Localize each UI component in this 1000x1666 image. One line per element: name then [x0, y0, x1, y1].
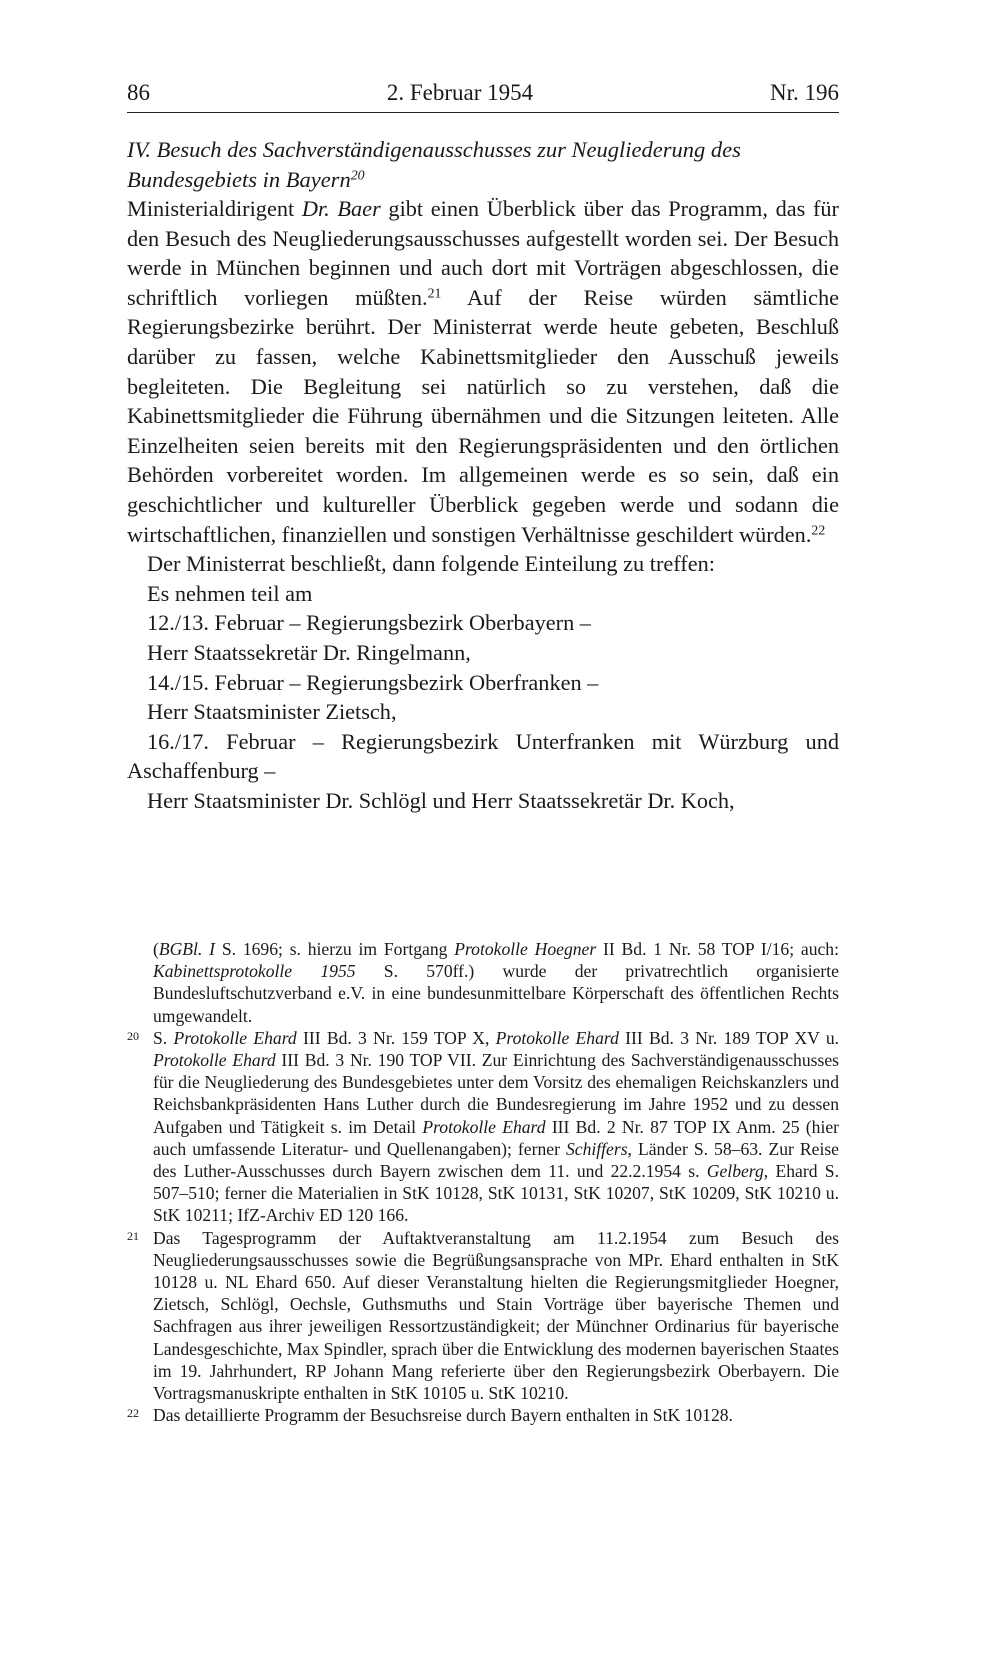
paragraph-report: Ministerialdirigent Dr. Baer gibt einen Überblick über das Programm, das für den Besuch des Neugliederungsausschusses aufgestellt worden sei. Der Besuch werde in München beginnen und auch dort mit Vorträgen abgeschlossen, die schriftlich vorliegen müßten.$^{21}$ Auf der Reise würden sämtliche Regierungsbezirke berührt. Der Ministerrat werde heute gebeten, Beschluß darüber zu fassen, welche Kabinettsmitglieder den Ausschuß jeweils begleiteten. Die Begleitung sei natürlich so zu verstehen, daß die Kabinettsmitglieder die Führung übernähmen und die Sitzungen leiteten. Alle Einzelheiten seien bereits mit den Regierungspräsidenten und den örtlichen Behörden vorbereitet worden. Im allgemeinen werde es so sein, daß ein geschichtlicher und kultureller Überblick gegeben werde und sodann die wirtschaftlichen, finanziellen und sonstigen Verhältnisse geschildert würden.$^{22}$ [127, 196, 839, 547]
footnote-ref-20[interactable]: 20 [350, 167, 365, 183]
footnote-22: 22 Das detaillierte Programm der Besuchsreise durch Bayern enthalten in StK 10128. [127, 1404, 839, 1426]
schedule-attendee: Herr Staatsminister Dr. Schlögl und Herr Staatssekretär Dr. Koch, [147, 787, 735, 813]
decision-line: Der Ministerrat beschließt, dann folgende Einteilung zu treffen: [147, 551, 715, 577]
schedule-date-region: 12./13. Februar – Regierungsbezirk Oberbayern – [147, 610, 591, 636]
header-date: 2. Februar 1954 [386, 80, 534, 105]
footnote-number: 20 [127, 1028, 139, 1043]
section-title: IV. Besuch des Sachverständigenausschusses zur Neugliederung des Bundesgebiets in Bayern$^{20}$ [127, 137, 741, 192]
schedule-date-region: 14./15. Februar – Regierungsbezirk Oberfranken – [147, 669, 599, 695]
footnote-number: 21 [127, 1228, 139, 1243]
footnote-20: 20 S. Protokolle Ehard III Bd. 3 Nr. 159 TOP X, Protokolle Ehard III Bd. 3 Nr. 189 TOP XV u. Protokolle Ehard III Bd. 3 Nr. 190 TOP VII. Zur Einrichtung des Sachverständigenausschusses für die Neugliederung des Bundesgebietes unter dem Vorsitz des ehemaligen Reichskanzlers und Reichsbankpräsidenten Hans Luther durch die Bundesregierung im Jahre 1952 und zu dessen Aufgaben und Tätigkeit s. im Detail Protokolle Ehard III Bd. 2 Nr. 87 TOP IX Anm. 25 (hier auch umfassende Literatur- und Quellenangaben); ferner Schiffers, Länder S. 58–63. Zur Reise des Luther-Ausschusses durch Bayern zwischen dem 11. und 22.2.1954 s. Gelberg, Ehard S. 507–510; ferner die Materialien in StK 10128, StK 10131, StK 10207, StK 10209, StK 10210 u. StK 10211; IfZ-Archiv ED 120 166. [127, 1027, 839, 1227]
footnotes [127, 938, 839, 1426]
footnote-21: 21 Das Tagesprogramm der Auftaktveranstaltung am 11.2.1954 zum Besuch des Neugliederungsausschusses sowie die Begrüßungsansprache von MPr. Ehard enthalten in StK 10128 u. NL Ehard 650. Auf dieser Veranstaltung hielten die Regierungsmitglieder Hoegner, Zietsch, Schlögl, Oechsle, Guthsmuths und Stain Vorträge über bayerische Themen und Sachfragen aus ihrer jeweiligen Ressortzuständigkeit; der Münchner Ordinarius für bayerische Landesgeschichte, Max Spindler, sprach über die Entwicklung des modernen bayerischen Staates im 19. Jahrhundert, RP Johann Mang referierte über den Regierungsbezirk Oberbayern. Die Vortragsmanuskripte enthalten in StK 10105 u. StK 10210. [127, 1227, 839, 1405]
protocol-number: Nr. 196 [770, 80, 839, 105]
person-name: Dr. Baer [301, 196, 381, 221]
participants-intro: Es nehmen teil am [147, 580, 313, 606]
page-content [127, 78, 839, 815]
schedule-attendee: Herr Staatssekretär Dr. Ringelmann, [147, 639, 471, 665]
schedule-date-region: 16./17. Februar – Regierungsbezirk Unterfranken mit Würzburg und Aschaffenburg – [127, 728, 839, 784]
footnote-ref-22[interactable]: 22 [811, 521, 826, 537]
running-header [127, 78, 839, 113]
schedule-attendee: Herr Staatsminister Zietsch, [147, 699, 397, 725]
footnote-continued: (BGBl. I S. 1696; s. hierzu im Fortgang Protokolle Hoegner II Bd. 1 Nr. 58 TOP I/16; auch: Kabinettsprotokolle 1955 S. 570ff.) wurde der privatrechtlich organisierte Bundesluftschutzverband e.V. in eine bundesunmittelbare Körperschaft des öffentlichen Rechts umgewandelt. [153, 939, 839, 1026]
footnote-number: 22 [127, 1406, 139, 1421]
page-number: 86 [127, 80, 150, 105]
footnote-ref-21[interactable]: 21 [427, 285, 442, 301]
body-text [127, 194, 839, 815]
